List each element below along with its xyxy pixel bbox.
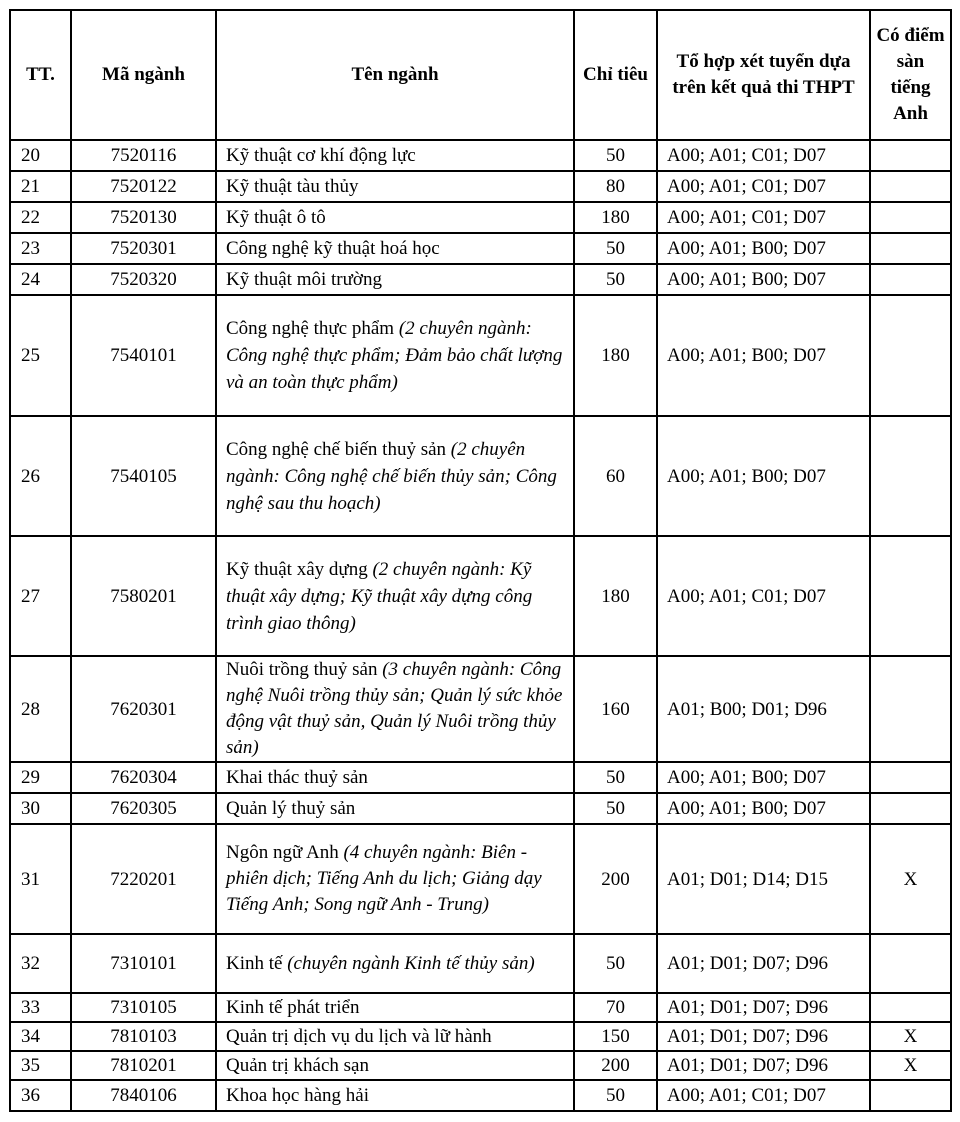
cell-ten-nganh [216,140,574,171]
cell-chi-tieu: 50 [574,793,657,824]
table-row [10,416,951,536]
cell-ma-nganh: 7310105 [71,993,216,1022]
cell-chi-tieu: 160 [574,656,657,762]
cell-ten-nganh [216,416,574,536]
cell-diem-san [870,993,951,1022]
major-name: Kỹ thuật cơ khí động lực [226,145,416,166]
cell-diem-san [870,171,951,202]
cell-to-hop: A01; D01; D14; D15 [657,824,870,934]
cell-tt: 32 [10,934,71,993]
cell-to-hop: A01; B00; D01; D96 [657,656,870,762]
cell-chi-tieu: 70 [574,993,657,1022]
cell-tt: 35 [10,1051,71,1080]
cell-tt: 29 [10,762,71,793]
table-row [10,993,951,1022]
cell-tt: 36 [10,1080,71,1111]
table-row [10,264,951,295]
cell-diem-san [870,295,951,416]
cell-chi-tieu: 80 [574,171,657,202]
cell-diem-san [870,793,951,824]
cell-tt: 28 [10,656,71,762]
cell-to-hop: A00; A01; B00; D07 [657,416,870,536]
table-row [10,793,951,824]
cell-diem-san [870,536,951,656]
cell-chi-tieu: 180 [574,202,657,233]
major-name: Quản lý thuỷ sản [226,798,356,819]
cell-ma-nganh: 7540105 [71,416,216,536]
cell-ma-nganh: 7520130 [71,202,216,233]
cell-tt: 30 [10,793,71,824]
cell-chi-tieu: 60 [574,416,657,536]
cell-ma-nganh: 7580201 [71,536,216,656]
major-name: Khoa học hàng hải [226,1085,369,1106]
cell-tt: 34 [10,1022,71,1051]
cell-chi-tieu: 50 [574,140,657,171]
cell-ten-nganh [216,264,574,295]
header-ten-nganh: Tên ngành [216,10,574,140]
table-row [10,171,951,202]
header-tt: TT. [10,10,71,140]
cell-ma-nganh: 7220201 [71,824,216,934]
cell-ma-nganh: 7810201 [71,1051,216,1080]
cell-to-hop: A00; A01; C01; D07 [657,1080,870,1111]
table-row [10,140,951,171]
cell-tt: 20 [10,140,71,171]
table-row [10,656,951,762]
cell-ten-nganh [216,993,574,1022]
cell-to-hop: A00; A01; B00; D07 [657,295,870,416]
cell-ten-nganh [216,793,574,824]
header-diem-san: Có điểm sàn tiếng Anh [870,10,951,140]
table-row [10,824,951,934]
cell-to-hop: A01; D01; D07; D96 [657,1022,870,1051]
cell-ten-nganh [216,233,574,264]
table-row [10,762,951,793]
cell-ten-nganh [216,762,574,793]
table-row [10,202,951,233]
cell-ten-nganh [216,824,574,934]
major-name: Quản trị dịch vụ du lịch và lữ hành [226,1026,492,1047]
cell-to-hop: A00; A01; C01; D07 [657,202,870,233]
cell-to-hop: A00; A01; B00; D07 [657,233,870,264]
cell-tt: 26 [10,416,71,536]
major-name: Kỹ thuật ô tô [226,207,326,228]
header-ma-nganh: Mã ngành [71,10,216,140]
major-name: Kỹ thuật tàu thủy [226,176,359,197]
major-note: (2 chuyên ngành: Công nghệ thực phẩm; Đảm bảo chất lượng và an toàn thực phẩm) [226,318,563,393]
header-row [10,10,951,140]
cell-chi-tieu: 50 [574,1080,657,1111]
major-name: Công nghệ kỹ thuật hoá học [226,238,440,259]
cell-diem-san: X [870,1051,951,1080]
cell-ten-nganh [216,202,574,233]
cell-chi-tieu: 180 [574,536,657,656]
major-name: Khai thác thuỷ sản [226,767,368,788]
cell-ten-nganh [216,934,574,993]
cell-ma-nganh: 7620304 [71,762,216,793]
major-name: Quản trị khách sạn [226,1055,369,1076]
cell-chi-tieu: 50 [574,264,657,295]
cell-ten-nganh [216,536,574,656]
cell-diem-san [870,1080,951,1111]
cell-diem-san: X [870,1022,951,1051]
cell-diem-san [870,656,951,762]
major-note: (3 chuyên ngành: Công nghệ Nuôi trồng thủy sản; Quản lý sức khỏe động vật thuỷ sản, Quản lý Nuôi trồng thủy sản) [226,659,563,758]
major-name: Kinh tế [226,952,288,974]
table-row [10,295,951,416]
cell-ten-nganh [216,1080,574,1111]
cell-tt: 23 [10,233,71,264]
table-row [10,934,951,993]
cell-chi-tieu: 200 [574,1051,657,1080]
cell-chi-tieu: 150 [574,1022,657,1051]
major-note: (2 chuyên ngành: Kỹ thuật xây dựng; Kỹ thuật xây dựng công trình giao thông) [226,558,533,634]
cell-diem-san [870,762,951,793]
cell-ma-nganh: 7520320 [71,264,216,295]
cell-tt: 27 [10,536,71,656]
table-row [10,233,951,264]
cell-to-hop: A00; A01; B00; D07 [657,793,870,824]
major-note: (4 chuyên ngành: Biên - phiên dịch; Tiếng Anh du lịch; Giảng dạy Tiếng Anh; Song ngữ Anh - Trung) [226,842,542,915]
cell-ten-nganh [216,171,574,202]
cell-tt: 25 [10,295,71,416]
major-name: Nuôi trồng thuỷ sản [226,659,383,680]
cell-tt: 22 [10,202,71,233]
cell-to-hop: A00; A01; B00; D07 [657,264,870,295]
cell-ma-nganh: 7620305 [71,793,216,824]
cell-to-hop: A00; A01; B00; D07 [657,762,870,793]
cell-diem-san [870,934,951,993]
cell-ma-nganh: 7540101 [71,295,216,416]
cell-to-hop: A00; A01; C01; D07 [657,140,870,171]
major-note: (2 chuyên ngành: Công nghệ chế biến thủy sản; Công nghệ sau thu hoạch) [226,438,557,514]
table-row [10,1051,951,1080]
cell-diem-san [870,233,951,264]
header-to-hop: Tổ hợp xét tuyển dựa trên kết quả thi THPT [657,10,870,140]
major-name: Công nghệ chế biến thuỷ sản [226,438,451,460]
cell-tt: 31 [10,824,71,934]
admissions-table [9,9,952,1112]
cell-chi-tieu: 180 [574,295,657,416]
cell-chi-tieu: 200 [574,824,657,934]
cell-to-hop: A00; A01; C01; D07 [657,171,870,202]
cell-diem-san [870,202,951,233]
major-note: (chuyên ngành Kinh tế thủy sản) [287,952,535,974]
cell-to-hop: A01; D01; D07; D96 [657,993,870,1022]
cell-ten-nganh [216,1051,574,1080]
cell-tt: 33 [10,993,71,1022]
major-name: Kỹ thuật xây dựng [226,558,373,580]
table-row [10,1080,951,1111]
cell-ma-nganh: 7520301 [71,233,216,264]
major-name: Công nghệ thực phẩm [226,318,399,339]
cell-diem-san: X [870,824,951,934]
table-row [10,536,951,656]
major-name: Kỹ thuật môi trường [226,269,382,290]
header-chi-tieu: Chỉ tiêu [574,10,657,140]
cell-chi-tieu: 50 [574,762,657,793]
cell-to-hop: A01; D01; D07; D96 [657,1051,870,1080]
cell-ma-nganh: 7520116 [71,140,216,171]
cell-to-hop: A01; D01; D07; D96 [657,934,870,993]
cell-ten-nganh [216,1022,574,1051]
cell-ma-nganh: 7810103 [71,1022,216,1051]
cell-ma-nganh: 7620301 [71,656,216,762]
cell-to-hop: A00; A01; C01; D07 [657,536,870,656]
cell-chi-tieu: 50 [574,233,657,264]
cell-ma-nganh: 7310101 [71,934,216,993]
cell-ma-nganh: 7520122 [71,171,216,202]
cell-tt: 21 [10,171,71,202]
cell-ma-nganh: 7840106 [71,1080,216,1111]
cell-ten-nganh [216,656,574,762]
major-name: Ngôn ngữ Anh [226,842,344,863]
cell-diem-san [870,140,951,171]
major-name: Kinh tế phát triển [226,997,360,1018]
cell-diem-san [870,264,951,295]
table-row [10,1022,951,1051]
cell-tt: 24 [10,264,71,295]
cell-diem-san [870,416,951,536]
cell-ten-nganh [216,295,574,416]
cell-chi-tieu: 50 [574,934,657,993]
